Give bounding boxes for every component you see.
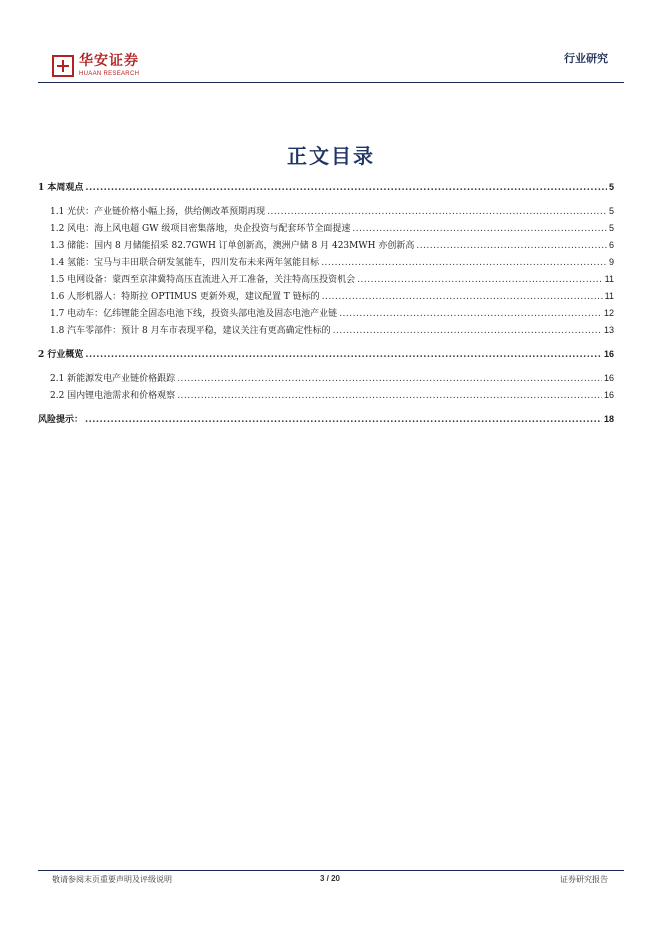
toc-entry-page: 16 — [603, 390, 614, 400]
logo-text — [79, 54, 139, 77]
toc-leader — [416, 240, 607, 253]
toc-entry-label: 1.8 汽车零部件：预计 8 月车市表现平稳，建议关注有更高确定性标的 — [50, 326, 331, 336]
header-divider — [38, 82, 624, 83]
toc-entry-page: 11 — [604, 291, 614, 301]
toc-entry-label: 1.7 电动车：亿纬锂能全固态电池下线，投资头部电池及固态电池产业链 — [50, 309, 338, 319]
toc-title: 正文目录 — [287, 144, 375, 168]
toc-entry-label: 1 本周观点 — [38, 183, 84, 193]
toc-entry-page: 5 — [608, 223, 614, 233]
toc-entry[interactable] — [38, 273, 614, 286]
toc-entry-label: 1.5 电网设备：蒙西至京津冀特高压直流进入开工准备，关注特高压投资机会 — [50, 275, 356, 285]
toc-leader — [85, 414, 602, 427]
toc-leader — [85, 182, 607, 195]
toc-entry-label: 1.2 风电：海上风电超 GW 级项目密集落地，央企投资与配套环节全面提速 — [50, 224, 351, 234]
toc-entry[interactable] — [38, 239, 614, 252]
footer-report-type: 证券研究报告 — [560, 875, 608, 884]
toc-entry[interactable] — [38, 181, 614, 194]
toc-leader — [321, 257, 607, 270]
toc-entry-label: 2.1 新能源发电产业链价格跟踪 — [50, 374, 176, 384]
toc-entry-page: 18 — [603, 414, 614, 424]
toc-leader — [85, 349, 602, 362]
toc-entry[interactable] — [38, 290, 614, 303]
logo-cn: 华安证券 — [79, 53, 139, 69]
toc-entry-page: 12 — [603, 308, 614, 318]
toc-entry[interactable] — [38, 372, 614, 385]
toc-entry-page: 9 — [608, 257, 614, 267]
toc-entry[interactable] — [38, 324, 614, 337]
toc-entry-label: 2.2 国内锂电池需求和价格观察 — [50, 391, 176, 401]
logo-en: HUAAN RESEARCH — [79, 71, 140, 77]
logo-seal-icon — [52, 55, 74, 77]
toc-entry[interactable] — [38, 307, 614, 320]
toc-entry-page: 6 — [608, 240, 614, 250]
toc-leader — [177, 373, 602, 386]
toc-leader — [333, 325, 602, 338]
table-of-contents — [38, 181, 614, 426]
toc-entry-label: 1.6 人形机器人：特斯拉 OPTIMUS 更新外观，建议配置 T 链标的 — [50, 292, 320, 302]
toc-leader — [267, 206, 607, 219]
toc-leader — [339, 308, 602, 321]
page-number: 3 / 20 — [319, 874, 340, 883]
toc-entry-page: 16 — [603, 349, 614, 359]
footer-disclaimer: 敬请参阅末页重要声明及评级说明 — [52, 875, 172, 884]
toc-entry[interactable] — [38, 348, 614, 361]
toc-entry-label: 1.3 储能：国内 8 月储能招采 82.7GWH 订单创新高，澳洲户储 8 月 423MWH 亦创新高 — [50, 241, 415, 251]
toc-leader — [322, 291, 603, 304]
toc-entry[interactable] — [38, 389, 614, 402]
toc-leader — [352, 223, 607, 236]
section-label: 行业研究 — [564, 52, 608, 65]
toc-entry-label: 2 行业概览 — [38, 350, 84, 360]
toc-entry[interactable] — [38, 205, 614, 218]
toc-entry[interactable] — [38, 222, 614, 235]
toc-entry-page: 5 — [608, 182, 614, 192]
toc-entry-page: 13 — [603, 325, 614, 335]
toc-entry-label: 1.1 光伏：产业链价格小幅上扬，供给侧改革预期再现 — [50, 207, 266, 217]
company-logo — [52, 54, 139, 77]
toc-leader — [357, 274, 602, 287]
toc-entry[interactable] — [38, 256, 614, 269]
toc-entry[interactable] — [38, 413, 614, 426]
toc-leader — [177, 390, 602, 403]
toc-entry-label: 1.4 氢能：宝马与丰田联合研发氢能车，四川发布未来两年氢能目标 — [50, 258, 320, 268]
toc-entry-page: 16 — [603, 373, 614, 383]
toc-entry-page: 5 — [608, 206, 614, 216]
toc-entry-label: 风险提示： — [38, 415, 84, 425]
footer-divider — [38, 870, 624, 871]
toc-entry-page: 11 — [604, 274, 614, 284]
